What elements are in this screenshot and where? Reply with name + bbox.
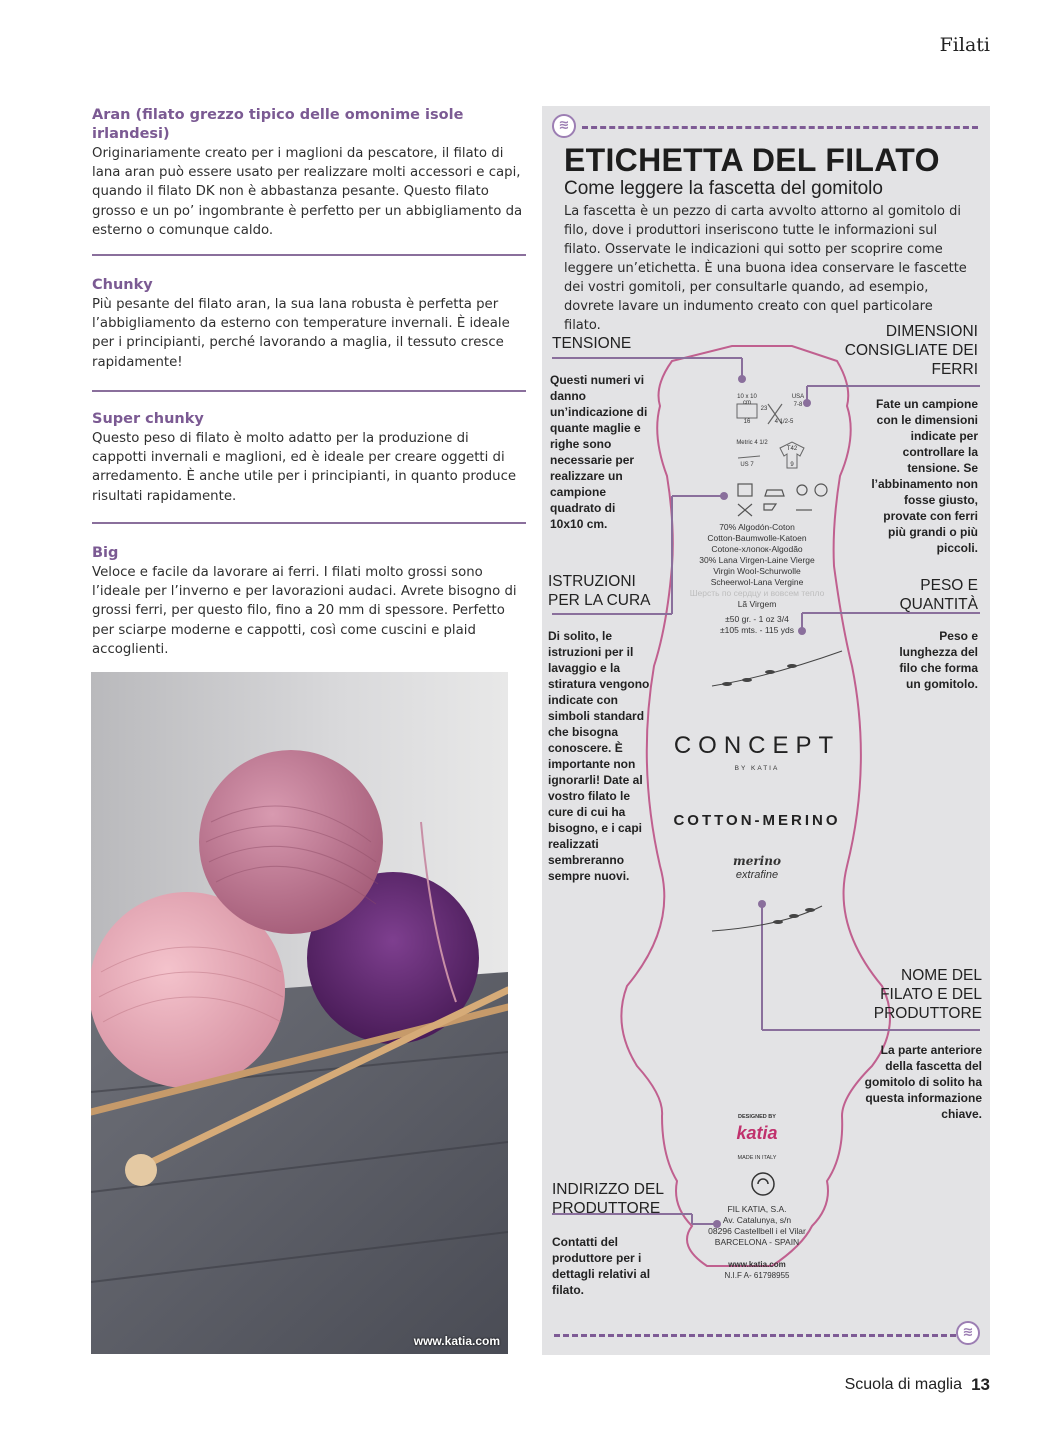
callout-title-care: ISTRUZIONI PER LA CURA <box>548 573 651 609</box>
composition-line: Lã Virgem <box>737 599 777 609</box>
row-count: 16 <box>743 419 751 425</box>
page-number: 13 <box>971 1375 990 1394</box>
yarn-label-panel <box>542 106 990 1355</box>
needle-us-label: USA <box>791 394 805 400</box>
panel-subtitle: Come leggere la fascetta del gomitolo <box>564 178 883 199</box>
designed-by: DESIGNED BY <box>738 1114 776 1120</box>
stitch-count: 23 <box>760 406 768 412</box>
made-in: MADE IN ITALY <box>737 1155 777 1161</box>
yarn-ball-icon: ≋ <box>552 114 576 138</box>
composition <box>672 522 842 610</box>
yarn-ball-icon: ≋ <box>956 1321 980 1345</box>
yarn-heading: Aran (filato grezzo tipico delle omonime isole irlandesi) <box>92 107 464 142</box>
yarn-heading: Big <box>92 545 119 561</box>
brand-name: CONCEPT <box>673 732 841 759</box>
callout-title-address: INDIRIZZO DEL PRODUTTORE <box>552 1181 664 1217</box>
composition-line: Scheerwol-Lana Vergine <box>710 577 804 587</box>
maker-logo: katia <box>736 1123 778 1143</box>
metric-size: Metric 4 1/2 <box>736 440 768 446</box>
address-line: 08296 Castellbell i el Vilar <box>708 1226 806 1236</box>
product-name: COTTON-MERINO <box>673 812 841 829</box>
composition-line: Cotone-хлопок-Algodão <box>711 544 803 554</box>
photo-credit: www.katia.com <box>413 1334 500 1348</box>
composition-line: 30% Lana Virgen-Laine Vierge <box>699 555 815 565</box>
callout-title-name: NOME DEL FILATO E DEL PRODUTTORE <box>873 967 982 1022</box>
divider <box>92 522 526 524</box>
callout-text-name: La parte anteriore della fascetta del gomitolo di solito ha questa informazione chiave. <box>864 1043 982 1121</box>
ball-weight: ±50 gr. - 1 oz 3/4 <box>725 614 789 624</box>
address-line: FIL KATIA, S.A. <box>727 1204 787 1214</box>
maker-website: www.katia.com <box>728 1260 786 1269</box>
yarn-super-chunky <box>92 410 526 506</box>
merino-logo-top: merino <box>733 854 781 868</box>
yarn-description: Più pesante del filato aran, la sua lana robusta è perfetta per l’abbigliamento da esterno con temperature invernali. È ideale per i principianti, perché lavorando a maglia, il tessuto cresce rapidamente! <box>92 297 510 370</box>
callout-text-care: Di solito, le istruzioni per il lavaggio e la stiratura vengono indicate con simboli standard che bisogna conoscere. È importante non ignorarli! Date al vostro filato le cure di cui ha bisogno, e i capi realizzati sembreranno sempre nuovi. <box>548 629 650 883</box>
panel-intro: La fascetta è un pezzo di carta avvolto attorno al gomitolo di filo, dove i produttori inseriscono tutte le informazioni sul filato. Osservate le indicazioni qui sotto per scoprire come leggere un’etichetta. È una buona idea conservare le fascette dei vostri gomitoli, per consultarle quando, ad esempio, dovrete lavare un indumento creato con quel particolare filato. <box>564 204 967 333</box>
callout-text-address: Contatti del produttore per i dettagli relativi al filato. <box>552 1235 651 1297</box>
needle-mm: 7-8 <box>793 402 803 408</box>
merino-logo-bottom: extrafine <box>735 869 779 881</box>
yarn-heading: Super chunky <box>92 411 204 427</box>
address-line: Av. Catalunya, s/n <box>722 1215 792 1225</box>
callout-text-weight: Peso e lunghezza del filo che forma un gomitolo. <box>899 629 978 691</box>
yarn-balls-illustration <box>91 672 508 1354</box>
magazine-name: Scuola di maglia <box>844 1376 962 1393</box>
composition-line: Cotton-Baumwolle-Katoen <box>707 533 807 543</box>
yarn-description: Veloce e facile da lavorare ai ferri. I filati molto grossi sono l’ideale per l’inverno e per lavorazioni audaci. Avrete bisogno di grossi ferri, per questo filo, fino a 20 mm di spessore. Perfetto per sciarpe moderne e cappotti, così come cuscini e plaid accoglienti. <box>92 565 517 657</box>
callout-title-weight: PESO E QUANTITÀ <box>899 577 978 613</box>
maker-address <box>692 1204 822 1248</box>
ball-length: ±105 mts. - 115 yds <box>720 625 794 635</box>
divider <box>92 390 526 392</box>
callout-text-needles: Fate un campione con le dimensioni indicate per controllare la tensione. Se l’abbinamento non fosse giusto, provate con ferri più grandi o più piccoli. <box>871 397 978 555</box>
divider <box>92 254 526 256</box>
yarn-description: Originariamente creato per i maglioni da pescatore, il filato di lana aran può essere usato per realizzare molti accessori e capi, quando il filato DK non è abbastanza pesante. Questo filato grosso e un po’ ingombrante è perfetto per un abbigliamento da esterno o comunque caldo. <box>92 146 523 238</box>
yarn-aran <box>92 106 526 240</box>
address-line: BARCELONA - SPAIN <box>714 1237 800 1247</box>
garment-size: T42 <box>786 446 798 452</box>
dashed-border <box>554 1334 956 1337</box>
callout-text-tension: Questi numeri vi danno un’indicazione di quante maglie e righe sono necessarie per realizzare un campione quadrato di 10x10 cm. <box>550 373 648 531</box>
yarn-description: Questo peso di filato è molto adatto per la produzione di cappotti invernali e maglioni, ed è ideale per creare oggetti di arredamento. È anche utile per i principianti, in quanto produce risultati rapidamente. <box>92 431 517 504</box>
callout-title-needles: DIMENSIONI CONSIGLIATE DEI FERRI <box>844 323 978 378</box>
yarn-chunky <box>92 276 526 372</box>
panel-title: ETICHETTA DEL FILATO <box>564 142 940 178</box>
composition-line: Шерсть по сердцу и вовсем тепло <box>689 588 825 598</box>
garment-count: 9 <box>790 462 794 468</box>
maker-tax-id: N.I.F A- 61798955 <box>724 1271 790 1280</box>
composition-line: Virgin Wool-Schurwolle <box>713 566 801 576</box>
callout-title-tension: TENSIONE <box>552 335 632 352</box>
composition-line: 70% Algodón-Coton <box>719 522 795 532</box>
yarn-heading: Chunky <box>92 277 153 293</box>
section-title: Filati <box>939 34 990 56</box>
swatch-size: 10 x 10 cm <box>737 394 757 406</box>
brand-subtitle: BY KATIA <box>734 765 780 772</box>
yarn-big <box>92 544 526 659</box>
us-size: US 7 <box>740 462 754 468</box>
needle-range: 4 1/2-5 <box>774 419 794 425</box>
yarn-photo <box>91 672 508 1354</box>
